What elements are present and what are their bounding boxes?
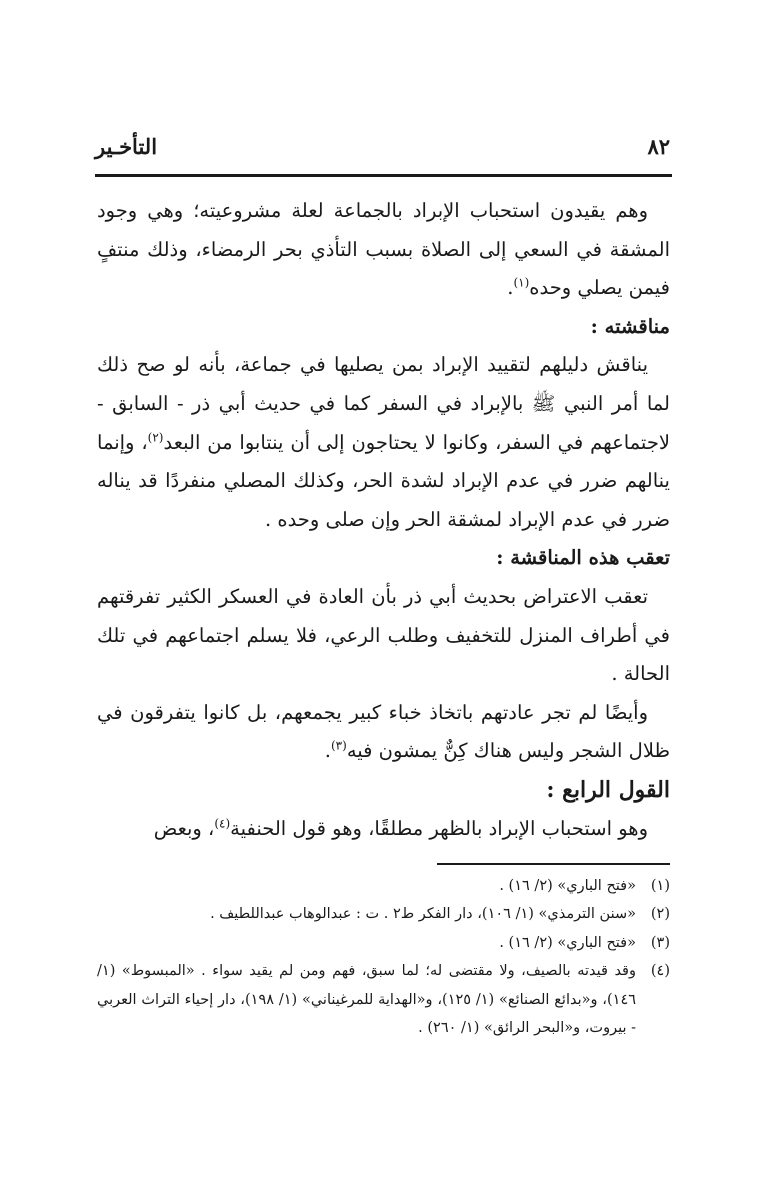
paragraph-end: .: [507, 276, 514, 300]
section-heading: مناقشته :: [590, 314, 670, 338]
paragraph-end: .: [324, 739, 331, 763]
footnotes: [97, 872, 670, 1042]
page-header: [95, 130, 670, 170]
footnote-ref[interactable]: (٢): [147, 430, 164, 445]
paragraph-end: ، وبعض: [153, 816, 215, 840]
footnote-ref[interactable]: (٣): [330, 738, 347, 753]
paragraph-text: وهم يقيدون استحباب الإبراد بالجماعة لعلة مشروعيته؛ وهي وجود المشقة في السعي إلى الصلاة بسبب التأذي بحر الرمضاء، وذلك منتفٍ فيمن يصلي وحده: [97, 199, 670, 300]
footnote-ref[interactable]: (٤): [214, 816, 231, 830]
page-number: ٨٢: [647, 134, 670, 159]
footnote: [97, 872, 670, 900]
main-text: [97, 192, 670, 848]
footnote-number: (١): [650, 878, 670, 894]
paragraph-text: ، وإنما ينالهم ضرر في عدم الإبراد لشدة الحر، وكذلك المصلي منفردًا قد يناله ضرر في عدم الإبراد لمشقة الحر وإن صلى وحده .: [97, 430, 670, 531]
footnote: [97, 900, 670, 928]
paragraph: [97, 346, 670, 539]
footnote: [97, 929, 670, 957]
footnote-number: (٤): [650, 963, 670, 980]
footnote-number: (٢): [650, 906, 670, 923]
footnote-number: (٣): [650, 934, 670, 951]
paragraph-text: يناقش دليلهم لتقييد الإبراد بمن يصليها في جماعة، بأنه لو صح ذلك لما أمر النبي ﷺ بالإبراد في السفر كما في حديث أبي ذر - السابق - لاجتماعهم في السفر، وكانوا لا يحتاجون إلى أن ينتابوا من البعد: [97, 353, 670, 454]
paragraph: [97, 694, 670, 771]
footnote-separator: [437, 863, 670, 865]
footnote-text: «سنن الترمذي» (١/ ١٠٦)، دار الفكر ط٢ . ت : عبدالوهاب عبداللطيف .: [210, 906, 636, 923]
footnote-text: وقد قيدته بالصيف، ولا مقتضى له؛ لما سبق، فهم ومن لم يقيد سواء . «المبسوط» (١/ ١٤٦)، و«بدائع الصنائع» (١/ ١٢٥)، و«الهداية للمرغيناني» (١/ ١٩٨)، دار إحياء التراث العربي - بيروت، و«البحر الرائق» (١/ ٢٦٠) .: [97, 963, 637, 1037]
paragraph: [97, 192, 670, 308]
paragraph-text: وأيضًا لم تجر عادتهم باتخاذ خباء كبير يجمعهم، بل كانوا يتفرقون في ظلال الشجر وليس هناك كِنٌّ يمشون فيه: [97, 700, 670, 763]
section-heading: تعقب هذه المناقشة :: [496, 546, 670, 570]
paragraph: تعقب الاعتراض بحديث أبي ذر بأن العادة في العسكر الكثير تفرقتهم في أطراف المنزل للتخفيف وطلب الرعي، فلا يسلم اجتماعهم في تلك الحالة .: [97, 584, 670, 686]
header-rule: [95, 174, 672, 177]
footnote-text: «فتح الباري» (٢/ ١٦) .: [499, 878, 636, 894]
running-title: التأخـير: [95, 134, 158, 159]
paragraph: [97, 810, 670, 849]
footnote: [97, 957, 670, 1042]
footnote-text: «فتح الباري» (٢/ ١٦) .: [499, 934, 636, 951]
paragraph-text: وهو استحباب الإبراد بالظهر مطلقًا، وهو قول الحنفية: [230, 816, 648, 840]
section-heading: القول الرابع :: [546, 776, 670, 803]
footnote-ref[interactable]: (١): [513, 275, 530, 290]
